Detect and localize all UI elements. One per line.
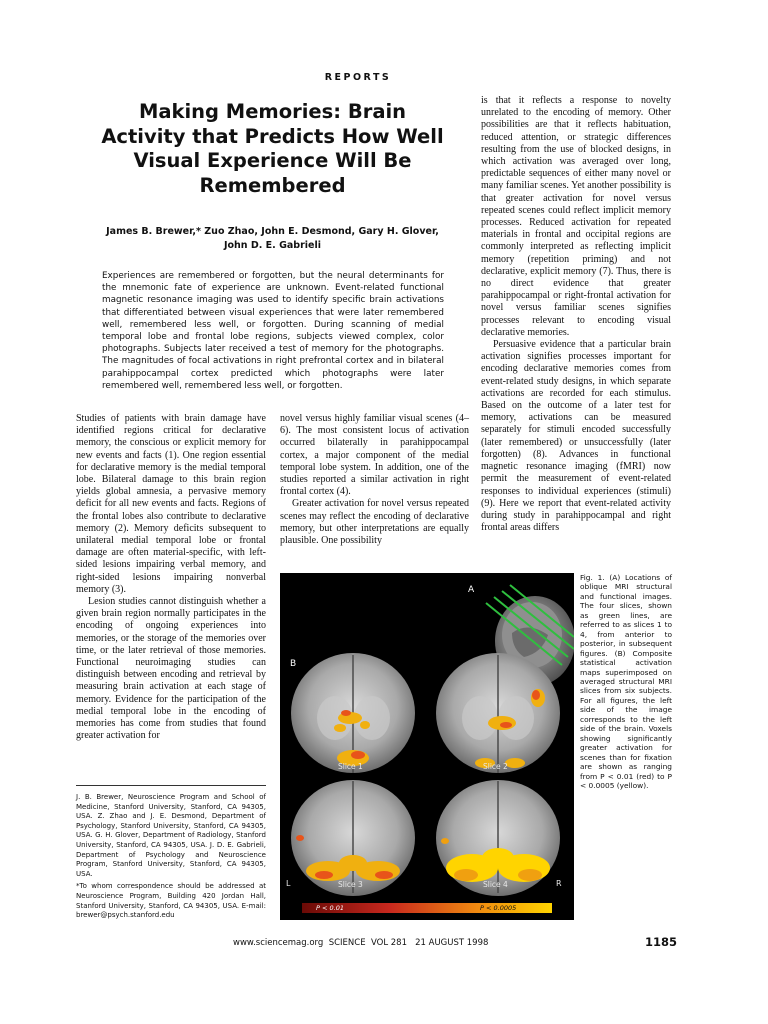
volume-number: VOL 281 [370,938,408,948]
body-column-1 [76,413,266,742]
slice-label-3: Slice 3 [338,880,363,889]
brain-slice-2 [436,653,560,773]
page-number: 1185 [645,935,678,949]
journal-url: www.sciencemag.org [233,938,324,948]
author-list: James B. Brewer,* Zuo Zhao, John E. Desmond, Gary H. Glover, John D. E. Gabrieli [106,226,439,251]
left-side-label: L [286,879,291,888]
page-footer [233,938,488,948]
body-column-3 [481,95,671,534]
body-paragraph: Greater activation for novel versus repeated scenes may reflect the encoding of declarative memory, but other interpretations are equally plausible. One possibility [280,498,469,547]
journal-name: SCIENCE [328,938,366,948]
body-paragraph: is that it reflects a response to novelty unrelated to the encoding of memory. Other possibilities are that it reflects habituation, reduced attention, or strategic differences resulting from the use of blocked designs, in which activation was averaged over long, predictable sequences of either many novel or many familiar scenes. Yet another possibility is that greater activation for novel versus repeated scenes could reflect implicit memory processes. Reduced activation for repeated materials in frontal and occipital regions are commonly interpreted as reflecting implicit memory (repetition priming) and not declarative, explicit memory (7). Thus, there is no direct evidence that greater parahippocampal or right-frontal activation for novel versus familiar scenes signifies processes relevant to encoding visual declarative memories. [481,95,671,338]
slice-label-2: Slice 2 [483,762,508,771]
article-title: Making Memories: Brain Activity that Predicts How Well Visual Experience Will Be Remembered [101,100,444,197]
figure-caption: Fig. 1. (A) Locations of oblique MRI structural and functional images. The four slices, shown as green lines, are referred to as slices 1 to 4, from anterior to posterior, in subsequent figures. (B) Composite statistical activation maps superimposed on averaged structural MRI slices from six subjects. For all figures, the left side of the image corresponds to the left side of the brain. Voxels showing significantly greater activation for scenes than for fixation are shown as ranging from P < 0.01 (red) to P < 0.0005 (yellow). [580,573,672,790]
figure-1 [280,573,574,920]
scale-label-low: P < 0.01 [316,904,344,912]
brain-slice-4 [436,780,560,896]
body-paragraph: Persuasive evidence that a particular brain activation signifies processes important for encoding declarative memories comes from event-related study designs, in which separate activations are recorded for each stimulus. Based on the outcome of a later test for memory, activations can be measured separately for stimuli encoded successfully (later remembered) or unsuccessfully (later forgotten) (8). Advances in functional magnetic resonance imaging (fMRI) now permit the measurement of event-related responses to individual experiences (stimuli) (9). Here we report that event-related activity during study in parahippocampal and right frontal areas differs [481,339,671,534]
body-column-2 [280,413,469,547]
slice-label-1: Slice 1 [338,762,363,771]
scale-label-high: P < 0.0005 [480,904,517,912]
slice-label-4: Slice 4 [483,880,508,889]
brain-figure-image [280,573,574,920]
brain-slice-3 [291,780,415,896]
affiliation-note: J. B. Brewer, Neuroscience Program and School of Medicine, Stanford University, Stanford, CA 94305, USA. Z. Zhao and J. E. Desmond, Department of Psychology, Stanford University, Stanford, CA 94305, USA. G. H. Glover, Department of Radiology, Stanford University, Stanford, CA 94305, USA. J. D. E. Gabrieli, Department of Psychology and Neuroscience Program, Stanford University, Stanford, CA 94305, USA. [76,793,266,878]
body-paragraph: Lesion studies cannot distinguish whether a given brain region normally participates in the encoding of ongoing experiences into memories, or the storage of the memories over time, or the later retrieval of those memories. Functional neuroimaging studies can distinguish between encoding and retrieval by measuring brain activation at each stage of memory. Evidence for the participation of the medial temporal lobe in the encoding of memories has come from studies that found greater activation for [76,596,266,742]
issue-date: 21 AUGUST 1998 [415,938,489,948]
brain-slice-1 [291,653,415,773]
panel-label-b: B [290,659,297,669]
body-paragraph: Studies of patients with brain damage have identified regions critical for declarative memory, the conscious or explicit memory for new events and facts (1). One region essential for declarative memory is the medial temporal lobe. Bilateral damage to this brain region yields global amnesia, a pervasive memory deficit for all new events and facts. Regions of the frontal lobes also contribute to declarative memory (2). Memory deficits subsequent to unilateral medial temporal lobe or frontal damage are often material-specific, with left-sided lesions impairing verbal memory, and right-sided lesions impairing nonverbal memory (3). [76,413,266,595]
panel-label-a: A [468,585,475,595]
footnote-divider [76,785,266,786]
author-affiliations [76,793,266,924]
right-side-label: R [556,879,562,888]
abstract: Experiences are remembered or forgotten, but the neural determinants for the mnemonic fate of experience are unknown. Event-related functional magnetic resonance imaging was used to identify specific brain activations that differentiated between visual experiences that were later remembered well, remembered less well, or forgotten. During scanning of medial temporal lobe and frontal lobe regions, subjects viewed complex, color photographs. Subjects later received a test of memory for the photographs. The magnitudes of focal activations in right prefrontal cortex and in bilateral parahippocampal cortex predicted which photographs were later remembered well, remembered less well, or forgotten. [102,271,444,391]
section-label: REPORTS [324,72,392,83]
body-paragraph: novel versus highly familiar visual scenes (4–6). The most consistent locus of activation occurred bilaterally in parahippocampal cortex, a major component of the medial temporal lobe system. In addition, one of the studies reported a similar activation in right frontal cortex (4). [280,413,469,498]
correspondence-note: *To whom correspondence should be addressed at Neuroscience Program, Building 420 Jordan Hall, Stanford University, Stanford, CA 94305, USA. E-mail: brewer@psych.stanford.edu [76,882,266,920]
